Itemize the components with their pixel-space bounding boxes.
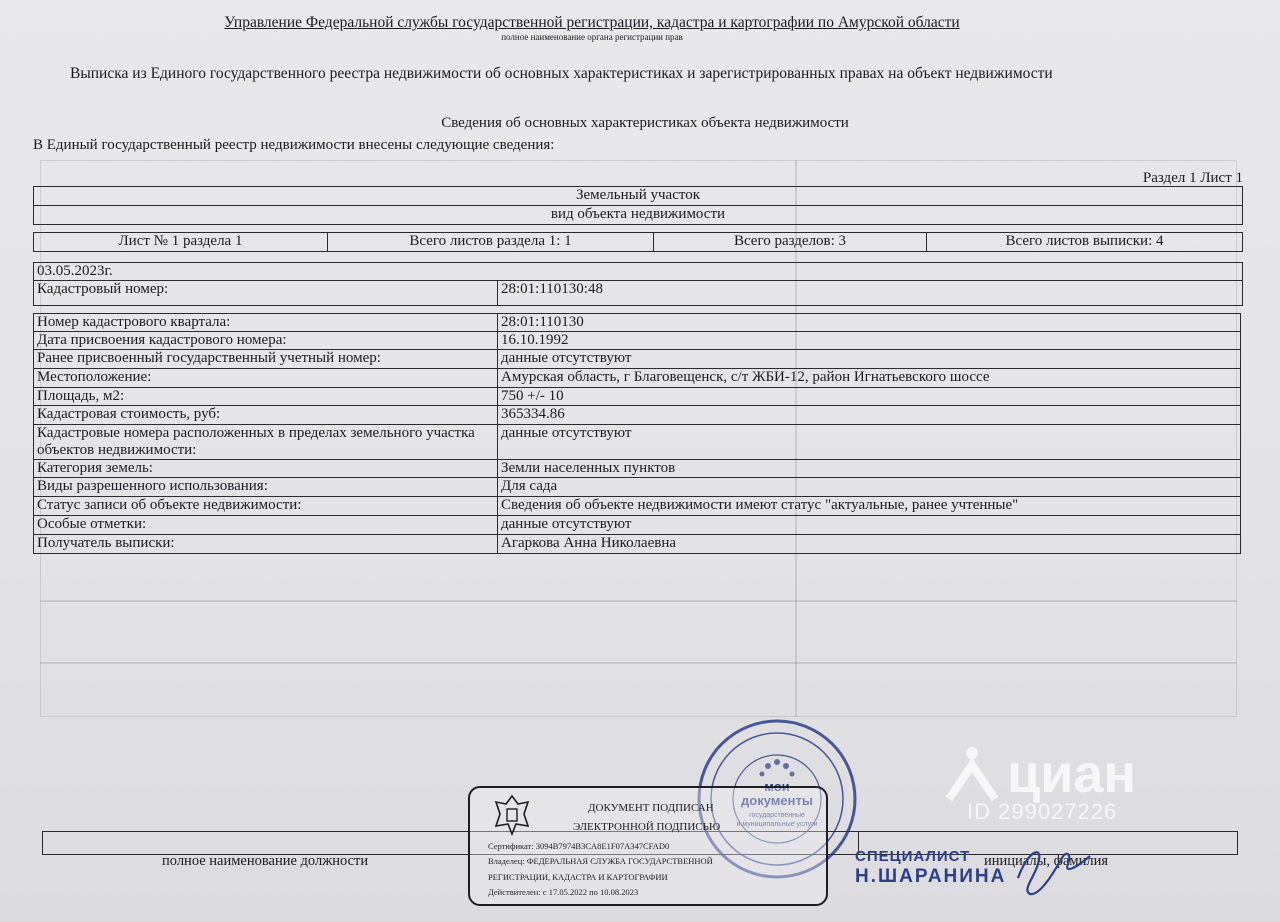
characteristic-row [34, 332, 1241, 350]
characteristic-row [34, 460, 1241, 478]
object-type-table [33, 186, 1243, 225]
characteristic-row [34, 369, 1241, 388]
authority-title: Управление Федеральной службы государственной регистрации, кадастра и картографии по Амурской области [224, 14, 960, 31]
total-sheets: Всего листов выписки: 4 [927, 233, 1243, 252]
bleed-through-line [40, 600, 1237, 602]
stamp-line-3: государственные [749, 812, 805, 819]
specialist-stamp: СПЕЦИАЛИСТ [855, 848, 971, 865]
characteristic-row [34, 516, 1241, 535]
stamp-line-4: и муниципальные услуги [736, 821, 818, 828]
coat-of-arms-icon [492, 794, 532, 836]
characteristic-label: Кадастровая стоимость, руб: [34, 406, 498, 425]
characteristic-label: Получатель выписки: [34, 535, 498, 554]
initials-caption: инициалы, фамилия [984, 853, 1109, 869]
characteristic-value: 750 +/- 10 [498, 388, 1241, 406]
owner-line-2: РЕГИСТРАЦИИ, КАДАСТРА И КАРТОГРАФИИ [488, 872, 668, 882]
characteristic-value: 28:01:110130 [498, 314, 1241, 332]
watermark-id: ID 299027226 [967, 799, 1118, 824]
watermark-brand: циан [1007, 744, 1137, 804]
cian-logo-icon [945, 745, 999, 803]
authority-caption: полное наименование органа регистрации прав [501, 32, 683, 42]
sheet-number: Лист № 1 раздела 1 [34, 233, 328, 252]
characteristic-label: Особые отметки: [34, 516, 498, 535]
section-title: Сведения об основных характеристиках объекта недвижимости [441, 115, 849, 131]
owner-line-1: Владелец: ФЕДЕРАЛЬНАЯ СЛУЖБА ГОСУДАРСТВЕННОЙ [488, 856, 713, 866]
signed-line-1: ДОКУМЕНТ ПОДПИСАН [588, 802, 714, 814]
watermark [945, 745, 1136, 825]
characteristic-row [34, 406, 1241, 425]
signed-line-2: ЭЛЕКТРОННОЙ ПОДПИСЬЮ [573, 821, 721, 833]
characteristic-row [34, 497, 1241, 516]
sheets-in-section: Всего листов раздела 1: 1 [328, 233, 654, 252]
object-type: Земельный участок [34, 187, 1243, 206]
object-type-caption: вид объекта недвижимости [34, 206, 1243, 225]
characteristic-row [34, 388, 1241, 406]
characteristic-label: Виды разрешенного использования: [34, 478, 498, 497]
characteristic-row [34, 535, 1241, 554]
characteristic-label: Ранее присвоенный государственный учетный номер: [34, 350, 498, 369]
characteristic-row [34, 478, 1241, 497]
characteristic-label: Кадастровые номера расположенных в пределах земельного участка объектов недвижимости: [34, 425, 498, 460]
characteristic-value: 365334.86 [498, 406, 1241, 425]
characteristic-label: Местоположение: [34, 369, 498, 388]
position-caption: полное наименование должности [162, 853, 369, 869]
cadastral-number: 28:01:110130:48 [498, 281, 1243, 306]
characteristic-label: Номер кадастрового квартала: [34, 314, 498, 332]
characteristic-row [34, 350, 1241, 369]
stamp-line-1: мои [764, 779, 790, 794]
intro-text: В Единый государственный реестр недвижимости внесены следующие сведения: [33, 137, 555, 153]
extract-title: Выписка из Единого государственного реестра недвижимости об основных характеристиках и зарегистрированных правах на объект недвижимости [70, 65, 1053, 82]
characteristic-value: Для сада [498, 478, 1241, 497]
cadastral-table [33, 262, 1243, 306]
characteristic-value: Земли населенных пунктов [498, 460, 1241, 478]
characteristic-value: 16.10.1992 [498, 332, 1241, 350]
total-sections: Всего разделов: 3 [654, 233, 927, 252]
characteristic-label: Категория земель: [34, 460, 498, 478]
sheet-info-table [33, 232, 1243, 252]
characteristic-value: Амурская область, г Благовещенск, с/т ЖБИ-12, район Игнатьевского шоссе [498, 369, 1241, 388]
characteristic-label: Дата присвоения кадастрового номера: [34, 332, 498, 350]
characteristic-value: данные отсутствуют [498, 425, 1241, 460]
characteristic-label: Статус записи об объекте недвижимости: [34, 497, 498, 516]
characteristic-value: Сведения об объекте недвижимости имеют статус "актуальные, ранее учтенные" [498, 497, 1241, 516]
handwritten-signature [1010, 838, 1100, 898]
specialist-name-stamp: Н.ШАРАНИНА [855, 866, 1007, 887]
characteristic-label: Площадь, м2: [34, 388, 498, 406]
bleed-through-line [40, 662, 1237, 664]
characteristic-row [34, 314, 1241, 332]
extract-date: 03.05.2023г. [34, 263, 1243, 281]
cadastral-label: Кадастровый номер: [34, 281, 498, 306]
section-sheet-label: Раздел 1 Лист 1 [1142, 170, 1243, 186]
characteristic-row [34, 425, 1241, 460]
characteristic-value: данные отсутствуют [498, 350, 1241, 369]
certificate-number: Сертификат: 3094B7974B3CA8E1F07A347CFAD0 [488, 841, 670, 851]
characteristics-table [33, 313, 1241, 554]
characteristic-value: данные отсутствуют [498, 516, 1241, 535]
stamp-line-2: документы [741, 793, 813, 808]
electronic-signature-box [468, 786, 828, 906]
characteristic-value: Агаркова Анна Николаевна [498, 535, 1241, 554]
validity-period: Действителен: с 17.05.2022 по 10.08.2023 [488, 887, 639, 897]
